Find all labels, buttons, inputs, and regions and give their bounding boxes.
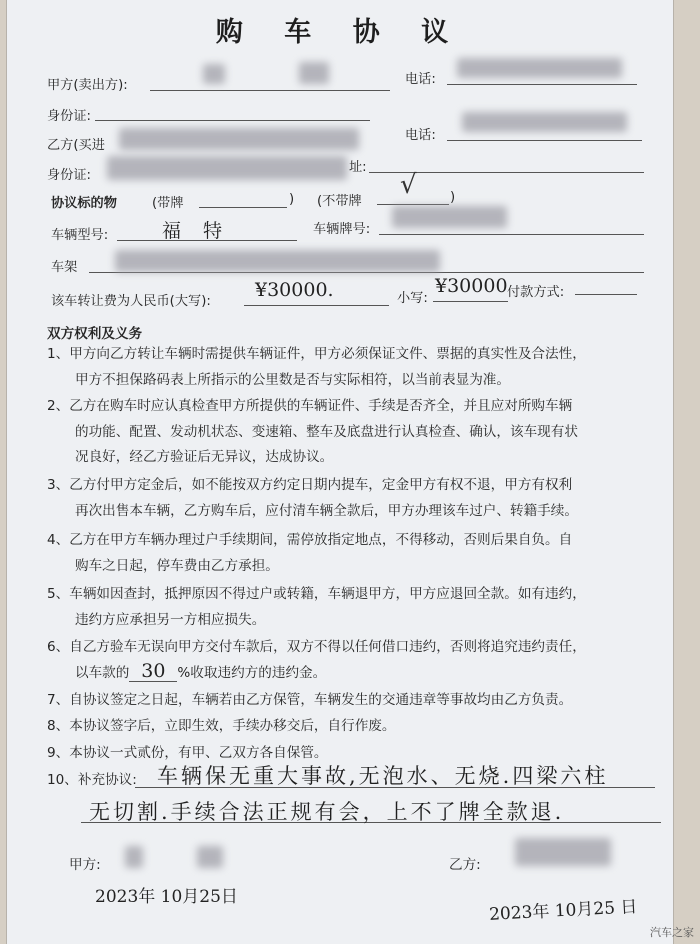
- supplement-text-2: 无切割.手续合法正规有会，上不了牌全款退.: [89, 800, 565, 824]
- party-a-line: [150, 90, 390, 91]
- clause-8: 8、本协议签字后，立即生效，手续办移交后，自行作废。: [47, 718, 396, 734]
- redaction: [515, 838, 611, 866]
- phone-label-a: 电话:: [405, 72, 436, 87]
- vin-line: [89, 272, 644, 273]
- phone-line-a: [447, 84, 637, 85]
- sign-b-label: 乙方:: [449, 857, 481, 873]
- id-label-a: 身份证:: [47, 109, 92, 124]
- redaction: [392, 206, 507, 228]
- watermark: 汽车之家: [650, 926, 694, 939]
- contract-title: 购 车 协 议: [215, 17, 465, 48]
- payment-line: [575, 294, 637, 295]
- redaction: [299, 62, 329, 84]
- party-a-label: 甲方(卖出方):: [47, 78, 128, 93]
- fee-upper-value: ¥30000.: [255, 279, 334, 301]
- without-plate: (不带牌: [317, 194, 362, 209]
- without-plate-line: [377, 204, 449, 205]
- subject-label: 协议标的物: [51, 196, 117, 211]
- clause-1: 1、甲方向乙方转让车辆时需提供车辆证件，甲方必须保证文件、票据的真实性及合法性， 甲方不担保路码表上所指示的公里数是否与实际相符，以当前表显为准。: [47, 346, 586, 388]
- clause-9: 9、本协议一式贰份，有甲、乙双方各自保管。: [47, 745, 328, 761]
- id-label-b: 身份证:: [47, 168, 92, 183]
- model-label: 车辆型号:: [51, 228, 109, 243]
- clause-3: 3、乙方付甲方定金后，如不能按双方约定日期内提车，定金甲方有权不退，甲方有权利 再次出售本车辆，乙方购车后，应付清车辆全款后，甲方办理该车过户、转籍手续。: [47, 477, 578, 519]
- redaction: [462, 112, 627, 132]
- check-mark: √: [400, 170, 417, 200]
- phone-label-b: 电话:: [405, 128, 436, 143]
- clause-10-label: 10、补充协议:: [47, 772, 137, 788]
- redaction: [119, 128, 359, 150]
- vin-label: 车架: [51, 260, 78, 275]
- sign-a-label: 甲方:: [69, 857, 101, 873]
- address-fragment: 址:: [349, 160, 367, 175]
- contract-sheet: [6, 0, 674, 944]
- fee-lower-line: [433, 301, 508, 302]
- with-plate-line: [199, 207, 287, 208]
- redaction: [457, 58, 622, 78]
- redaction: [197, 846, 223, 868]
- date-b: 2023年 10月25 日: [488, 897, 638, 925]
- plate-line: [379, 234, 644, 235]
- with-plate: (带牌: [152, 196, 184, 211]
- redaction: [115, 250, 440, 272]
- redaction: [203, 64, 225, 84]
- fee-lower-label: 小写:: [397, 291, 428, 306]
- id-line-a: [95, 120, 370, 121]
- clause-4: 4、乙方在甲方车辆办理过户手续期间，需停放指定地点，不得移动，否则后果自负。自 购车之日起，停车费由乙方承担。: [47, 532, 573, 574]
- redaction: [107, 156, 347, 180]
- fee-label: 该车转让费为人民币(大写):: [51, 294, 211, 309]
- with-plate-close: ): [289, 192, 295, 207]
- clause-6: 6、自乙方验车无误向甲方交付车款后，双方不得以任何借口违约，否则将追究违约责任， 以车款的 30 %收取违约方的违约金。: [47, 639, 586, 682]
- payment-label: 付款方式:: [507, 285, 565, 300]
- supplement-text-1: 车辆保无重大事故,无泡水、无烧.四梁六柱: [157, 764, 609, 788]
- clause-7: 7、自协议签定之日起，车辆若由乙方保管，车辆发生的交通违章等事故均由乙方负责。: [47, 692, 573, 708]
- clause-2: 2、乙方在购车时应认真检查甲方所提供的车辆证件、手续是否齐全，并且应对所购车辆 的功能、配置、发动机状态、变速箱、整车及底盘进行认真检查、确认，该车现有状 况良好，经乙方验证后无异议，达成协议。: [47, 398, 578, 466]
- fee-lower-value: ¥30000: [435, 275, 508, 297]
- plate-label: 车辆牌号:: [313, 222, 371, 237]
- without-plate-close: ): [450, 190, 456, 205]
- penalty-percent: 30: [129, 661, 177, 682]
- fee-upper-line: [244, 305, 389, 306]
- redaction: [125, 846, 143, 868]
- date-a: 2023年 10月25日: [95, 887, 238, 907]
- rights-heading: 双方权利及义务: [47, 326, 143, 342]
- party-b-label: 乙方(买进: [47, 138, 105, 153]
- clause-5: 5、车辆如因查封，抵押原因不得过户或转籍，车辆退甲方，甲方应退回全款。如有违约， 违约方应承担另一方相应损失。: [47, 586, 586, 628]
- phone-line-b: [447, 140, 642, 141]
- model-value: 福 特: [162, 220, 231, 242]
